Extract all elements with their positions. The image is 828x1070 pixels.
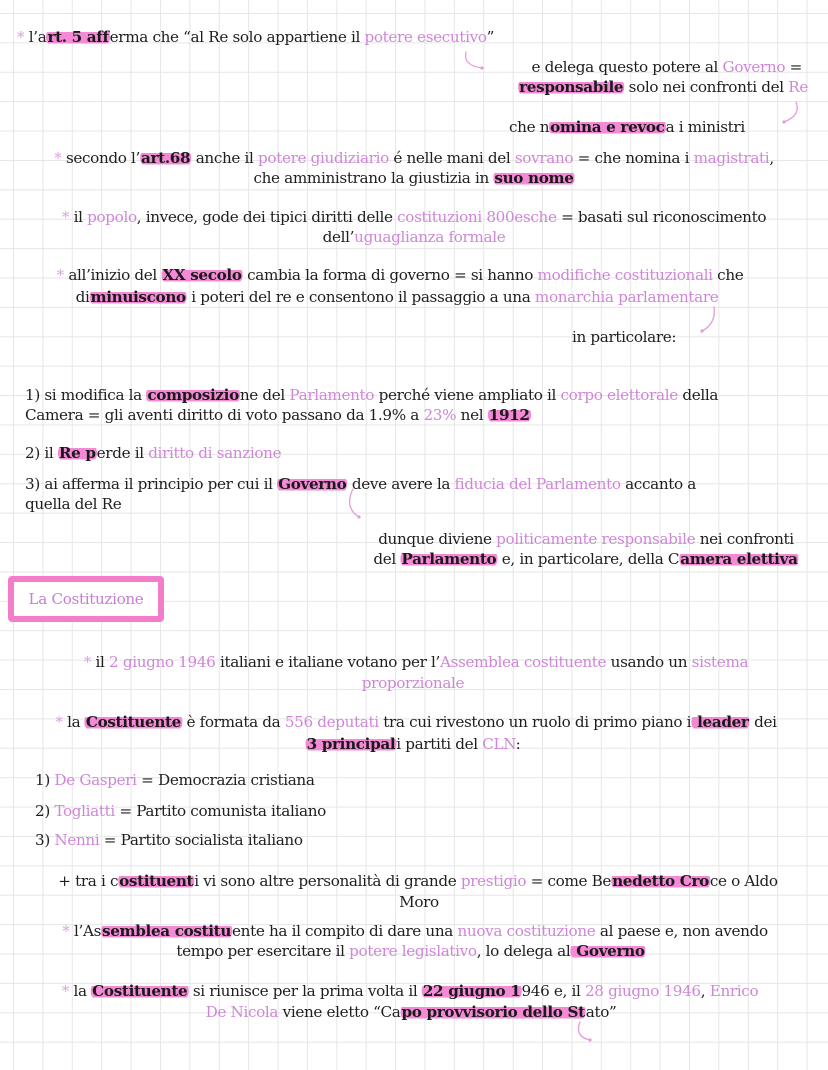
key-term: sistema	[691, 653, 749, 671]
note-line	[54, 148, 774, 168]
text-segment: ato”	[585, 1003, 617, 1021]
text-segment: 1)	[35, 771, 55, 789]
key-term: Enrico	[709, 982, 759, 1000]
text-segment: perché viene ampliato il	[374, 386, 561, 404]
key-term: uguaglianza formale	[354, 228, 506, 246]
text-segment: tempo per esercitare il	[176, 942, 350, 960]
note-line	[17, 27, 494, 47]
bullet-star-icon: *	[62, 922, 74, 940]
key-term: Re	[788, 78, 808, 96]
text-segment: = Partito socialista italiano	[99, 831, 303, 849]
text-segment: dei	[749, 713, 777, 731]
key-term: modifiche costituzionali	[537, 266, 713, 284]
text-segment: ,	[769, 149, 774, 167]
note-line	[532, 57, 802, 77]
bullet-star-icon: *	[55, 713, 68, 731]
arrow-re-to-ministri-icon	[780, 100, 804, 126]
highlighted-text: Governo	[278, 475, 347, 493]
note-line	[509, 117, 745, 137]
key-term: proporzionale	[361, 674, 465, 692]
text-segment: e delega questo potere al	[531, 58, 723, 76]
highlighted-text: 3 principal	[306, 735, 396, 753]
text-segment: il	[95, 653, 110, 671]
text-segment: di	[75, 288, 90, 306]
text-segment: l’As	[73, 922, 102, 940]
key-term: costituzioni 800esche	[397, 208, 557, 226]
text-segment: :	[515, 735, 521, 753]
text-segment: quella del Re	[25, 495, 122, 513]
highlighted-text: XX secolo	[162, 266, 242, 284]
highlighted-text: suo nome	[494, 169, 574, 187]
text-segment: ce o Aldo	[709, 872, 778, 890]
text-segment: usando un	[606, 653, 692, 671]
note-line	[362, 673, 464, 693]
arrow-governo-to-responsabile-icon	[345, 487, 369, 523]
text-segment: erma che “al Re solo appartiene il	[109, 28, 365, 46]
key-term: CLN	[482, 735, 516, 753]
text-segment: ,	[700, 982, 710, 1000]
key-term: politicamente responsabile	[496, 530, 696, 548]
text-segment: la	[67, 713, 85, 731]
text-segment: della	[677, 386, 719, 404]
note-line	[35, 830, 303, 850]
text-segment: 2) il	[25, 444, 58, 462]
bullet-star-icon: *	[56, 266, 69, 284]
section-title-box	[8, 576, 164, 622]
key-term: Assemblea costituente	[439, 653, 607, 671]
note-line	[35, 770, 315, 790]
text-segment: al paese e, non avendo	[595, 922, 768, 940]
key-term: Togliatti	[54, 802, 115, 820]
text-segment: tra cui rivestono un ruolo di primo piano i	[378, 713, 692, 731]
text-segment: = Democrazia cristiana	[136, 771, 315, 789]
bullet-star-icon: *	[61, 208, 74, 226]
highlighted-text: po provvisorio dello St	[401, 1003, 585, 1021]
text-segment: il	[73, 208, 88, 226]
text-segment: è formata da	[182, 713, 285, 731]
key-term: 556 deputati	[284, 713, 379, 731]
note-line	[35, 801, 326, 821]
highlighted-text: amera elettiva	[680, 550, 798, 568]
highlighted-text: leader	[692, 713, 749, 731]
key-term: potere giudiziario	[258, 149, 389, 167]
highlighted-text: Re p	[58, 444, 96, 462]
text-segment: l’a	[28, 28, 47, 46]
text-segment: i partiti del	[396, 735, 483, 753]
text-segment: in particolare:	[572, 328, 677, 346]
text-segment: all’inizio del	[68, 266, 162, 284]
note-line	[25, 405, 531, 425]
text-segment: la	[73, 982, 92, 1000]
text-segment: ”	[486, 28, 495, 46]
highlighted-text: composizio	[147, 386, 239, 404]
highlighted-text: Governo	[571, 942, 645, 960]
text-segment: nel	[456, 406, 488, 424]
text-segment: + tra i c	[58, 872, 119, 890]
highlighted-text: nedetto Cro	[612, 872, 709, 890]
text-segment: , invece, gode dei tipici diritti delle	[136, 208, 398, 226]
highlighted-text: minuiscono	[90, 288, 186, 306]
highlighted-text: 22 giugno 1	[422, 982, 521, 1000]
note-line	[62, 207, 766, 227]
text-segment: ne del	[239, 386, 290, 404]
text-segment: =	[785, 58, 802, 76]
text-segment: che n	[509, 118, 550, 136]
note-line	[572, 327, 676, 347]
key-term: popolo	[87, 208, 137, 226]
key-term: 23%	[423, 406, 457, 424]
text-segment: si riunisce per la prima volta il	[188, 982, 422, 1000]
key-term: potere legislativo	[349, 942, 477, 960]
note-line	[399, 892, 439, 912]
highlighted-text: responsabile	[519, 78, 624, 96]
note-line	[306, 734, 521, 754]
text-segment: dunque diviene	[378, 530, 497, 548]
text-segment: viene eletto “Ca	[278, 1003, 401, 1021]
highlighted-text: art.68	[141, 149, 191, 167]
text-segment: solo nei confronti del	[624, 78, 789, 96]
text-segment: e, in particolare, della C	[497, 550, 680, 568]
bullet-star-icon: *	[61, 982, 74, 1000]
text-segment: del	[373, 550, 401, 568]
text-segment: , lo delega al	[476, 942, 571, 960]
key-term: monarchia parlamentare	[534, 288, 719, 306]
key-term: 28 giugno 1946	[584, 982, 701, 1000]
key-term: De Gasperi	[54, 771, 137, 789]
bullet-star-icon: *	[17, 28, 29, 46]
note-line	[25, 443, 281, 463]
key-term: corpo elettorale	[560, 386, 678, 404]
text-segment: Moro	[399, 893, 439, 911]
text-segment: Camera = gli aventi diritto di voto passano da 1.9% a	[25, 406, 424, 424]
note-line	[518, 77, 808, 97]
text-segment: 3)	[35, 831, 55, 849]
text-segment: ente ha il compito di dare una	[232, 922, 458, 940]
key-term: potere esecutivo	[364, 28, 487, 46]
text-segment: secondo l’	[65, 149, 141, 167]
note-line	[373, 549, 798, 569]
bullet-star-icon: *	[54, 149, 66, 167]
text-segment: anche il	[191, 149, 259, 167]
key-term: De Nicola	[205, 1003, 279, 1021]
text-segment: che	[712, 266, 744, 284]
text-segment: = basati sul riconoscimento	[556, 208, 767, 226]
note-line	[57, 265, 744, 285]
note-line	[176, 941, 645, 961]
text-segment: deve avere la	[347, 475, 455, 493]
text-segment: che amministrano la giustizia in	[253, 169, 494, 187]
key-term: Parlamento	[289, 386, 375, 404]
note-line	[323, 227, 506, 247]
note-line	[76, 287, 719, 307]
key-term: fiducia del Parlamento	[454, 475, 621, 493]
section-title: La Costituzione	[28, 590, 144, 608]
text-segment: accanto a	[620, 475, 696, 493]
note-line	[58, 871, 777, 891]
text-segment: cambia la forma di governo = si hanno	[242, 266, 538, 284]
key-term: sovrano	[514, 149, 574, 167]
text-segment: nei confronti	[695, 530, 794, 548]
note-line	[62, 981, 759, 1001]
note-line	[206, 1002, 617, 1022]
highlighted-text: ostituent	[119, 872, 194, 890]
text-segment: italiani e italiane votano per l’	[215, 653, 440, 671]
bullet-star-icon: *	[83, 653, 96, 671]
text-segment: i poteri del re e consentono il passaggio a una	[186, 288, 535, 306]
note-line	[253, 168, 574, 188]
key-term: 2 giugno 1946	[109, 653, 216, 671]
text-segment: = Partito comunista italiano	[114, 802, 326, 820]
text-segment: erde il	[96, 444, 149, 462]
key-term: Nenni	[54, 831, 100, 849]
text-segment: = come Be	[526, 872, 612, 890]
key-term: nuova costituzione	[457, 922, 596, 940]
key-term: Governo	[722, 58, 786, 76]
arrow-stato-down-icon	[574, 1020, 598, 1046]
note-line	[62, 921, 768, 941]
text-segment: 3) ai afferma il principio per cui il	[25, 475, 278, 493]
highlighted-text: Costituente	[85, 713, 181, 731]
note-line	[55, 712, 776, 732]
highlighted-text: 1912	[488, 406, 530, 424]
key-term: magistrati	[693, 149, 770, 167]
text-segment: a i ministri	[665, 118, 745, 136]
arrow-potere-esecutivo-to-governo-icon	[462, 50, 492, 72]
highlighted-text: Parlamento	[401, 550, 497, 568]
highlighted-text: rt. 5 aff	[47, 28, 109, 46]
text-segment: 1) si modifica la	[25, 386, 147, 404]
text-segment: 2)	[35, 802, 55, 820]
note-line	[378, 529, 794, 549]
text-segment: 946 e, il	[521, 982, 585, 1000]
text-segment: dell’	[322, 228, 355, 246]
text-segment: i vi sono altre personalità di grande	[194, 872, 461, 890]
text-segment: = che nomina i	[573, 149, 694, 167]
note-line	[25, 494, 121, 514]
highlighted-text: omina e revoc	[550, 118, 665, 136]
key-term: diritto di sanzione	[148, 444, 282, 462]
highlighted-text: semblea costitu	[102, 922, 232, 940]
highlighted-text: Costituente	[92, 982, 188, 1000]
note-line	[84, 652, 748, 672]
key-term: prestigio	[460, 872, 527, 890]
note-line	[25, 385, 718, 405]
arrow-monarchia-to-particolare-icon	[698, 305, 720, 335]
text-segment: é nelle mani del	[388, 149, 515, 167]
